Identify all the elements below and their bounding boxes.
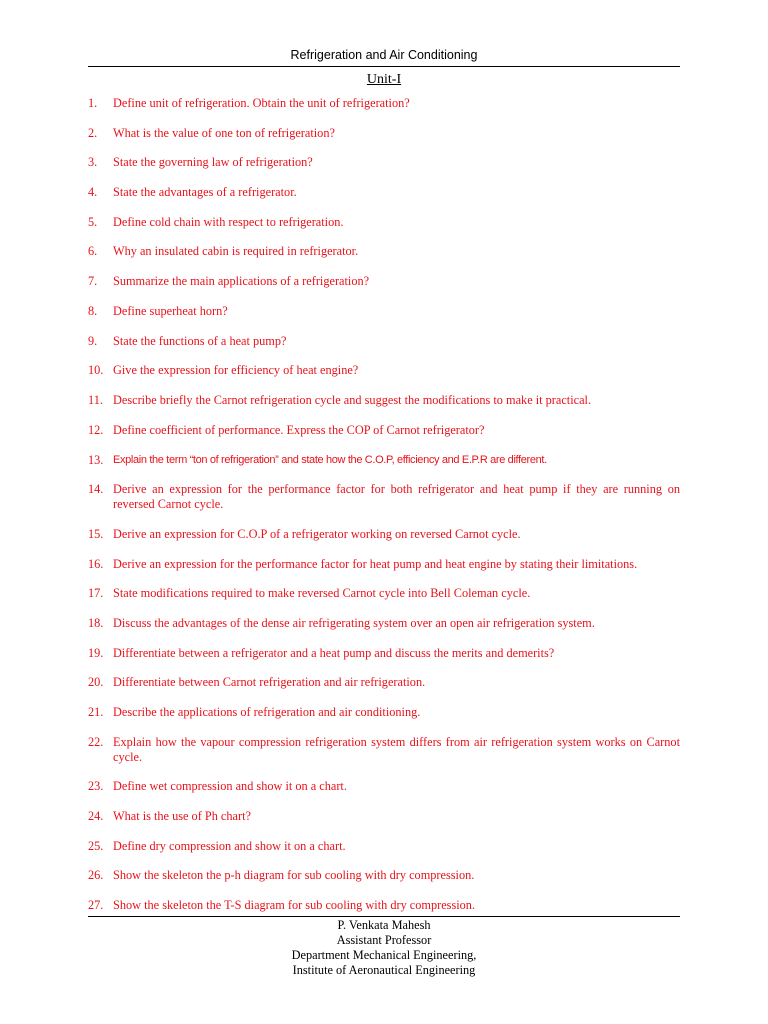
unit-heading-text: Unit-I — [366, 72, 402, 87]
question-text: What is the use of Ph chart? — [113, 809, 251, 823]
question-item — [88, 898, 680, 913]
question-number: 22. — [88, 735, 104, 749]
question-number: 20. — [88, 675, 104, 689]
question-number: 12. — [88, 423, 104, 437]
question-text: Differentiate between Carnot refrigeration and air refrigeration. — [113, 675, 426, 689]
question-number: 14. — [88, 482, 104, 496]
question-number: 15. — [88, 527, 104, 541]
question-number: 11. — [88, 393, 103, 407]
question-item — [88, 868, 680, 883]
footer-divider — [88, 916, 680, 917]
author-institute: Institute of Aeronautical Engineering — [292, 963, 476, 977]
header-divider — [88, 66, 680, 67]
question-text: Define cold chain with respect to refrigeration. — [113, 215, 344, 229]
author-name: P. Venkata Mahesh — [337, 918, 431, 932]
author-department: Department Mechanical Engineering, — [291, 948, 477, 962]
question-text: Differentiate between a refrigerator and a heat pump and discuss the merits and demerits? — [113, 646, 555, 660]
question-text: Describe briefly the Carnot refrigeration cycle and suggest the modifications to make it practical. — [113, 393, 592, 407]
page-footer — [88, 918, 680, 978]
question-item — [88, 215, 680, 230]
question-number: 3. — [88, 155, 98, 169]
question-item — [88, 155, 680, 170]
question-number: 26. — [88, 868, 104, 882]
question-item — [88, 839, 680, 854]
question-text: Show the skeleton the p-h diagram for sub cooling with dry compression. — [113, 868, 475, 882]
question-number: 1. — [88, 96, 98, 110]
question-text: State the functions of a heat pump? — [113, 334, 287, 348]
question-item — [88, 126, 680, 141]
question-item — [88, 779, 680, 794]
question-item — [88, 616, 680, 631]
question-number: 17. — [88, 586, 104, 600]
question-number: 24. — [88, 809, 104, 823]
question-number: 9. — [88, 334, 98, 348]
question-item — [88, 527, 680, 542]
question-number: 8. — [88, 304, 98, 318]
question-text: Discuss the advantages of the dense air refrigerating system over an open air refrigeration system. — [113, 616, 595, 630]
question-item — [88, 482, 680, 512]
question-item — [88, 646, 680, 661]
question-text: Explain the term “ton of refrigeration” and state how the C.O.P, efficiency and E.P.R are different. — [113, 454, 547, 466]
question-item — [88, 557, 680, 572]
question-number: 21. — [88, 705, 104, 719]
question-number: 18. — [88, 616, 104, 630]
question-item — [88, 423, 680, 438]
question-item — [88, 586, 680, 601]
question-item — [88, 363, 680, 378]
question-number: 2. — [88, 126, 98, 140]
question-item — [88, 453, 680, 468]
question-item — [88, 675, 680, 690]
question-item — [88, 185, 680, 200]
question-text: Give the expression for efficiency of heat engine? — [113, 363, 359, 377]
question-item — [88, 705, 680, 720]
question-text: Show the skeleton the T-S diagram for sub cooling with dry compression. — [113, 898, 476, 912]
question-number: 13. — [88, 453, 104, 467]
question-item — [88, 735, 680, 765]
page-header-title: Refrigeration and Air Conditioning — [290, 48, 478, 62]
question-text: Define unit of refrigeration. Obtain the unit of refrigeration? — [113, 96, 410, 110]
question-item — [88, 244, 680, 259]
question-item — [88, 274, 680, 289]
question-item — [88, 334, 680, 349]
question-text: Why an insulated cabin is required in refrigerator. — [113, 244, 359, 258]
question-number: 7. — [88, 274, 98, 288]
question-number: 6. — [88, 244, 98, 258]
question-text: State the advantages of a refrigerator. — [113, 185, 297, 199]
question-text: Summarize the main applications of a refrigeration? — [113, 274, 370, 288]
question-text: Define coefficient of performance. Express the COP of Carnot refrigerator? — [113, 423, 485, 437]
unit-heading — [88, 72, 680, 88]
question-number: 5. — [88, 215, 98, 229]
question-text: Explain how the vapour compression refrigeration system differs from air refrigeration system works on Carnot cycle. — [113, 735, 680, 764]
question-text: State the governing law of refrigeration? — [113, 155, 313, 169]
question-item — [88, 304, 680, 319]
question-text: Define dry compression and show it on a chart. — [113, 839, 346, 853]
question-text: Derive an expression for C.O.P of a refrigerator working on reversed Carnot cycle. — [113, 527, 521, 541]
question-item — [88, 809, 680, 824]
question-number: 19. — [88, 646, 104, 660]
question-text: Derive an expression for the performance factor for heat pump and heat engine by stating their limitations. — [113, 557, 638, 571]
question-number: 16. — [88, 557, 104, 571]
question-number: 10. — [88, 363, 104, 377]
question-item — [88, 96, 680, 111]
question-item — [88, 393, 680, 408]
question-number: 27. — [88, 898, 104, 912]
question-text: Define wet compression and show it on a chart. — [113, 779, 347, 793]
question-number: 25. — [88, 839, 104, 853]
question-text: What is the value of one ton of refrigeration? — [113, 126, 335, 140]
author-designation: Assistant Professor — [336, 933, 432, 947]
question-number: 23. — [88, 779, 104, 793]
question-text: State modifications required to make reversed Carnot cycle into Bell Coleman cycle. — [113, 586, 531, 600]
question-number: 4. — [88, 185, 98, 199]
question-text: Derive an expression for the performance factor for both refrigerator and heat pump if they are running on reversed Carnot cycle. — [113, 482, 680, 511]
question-text: Define superheat horn? — [113, 304, 228, 318]
question-text: Describe the applications of refrigeration and air conditioning. — [113, 705, 421, 719]
